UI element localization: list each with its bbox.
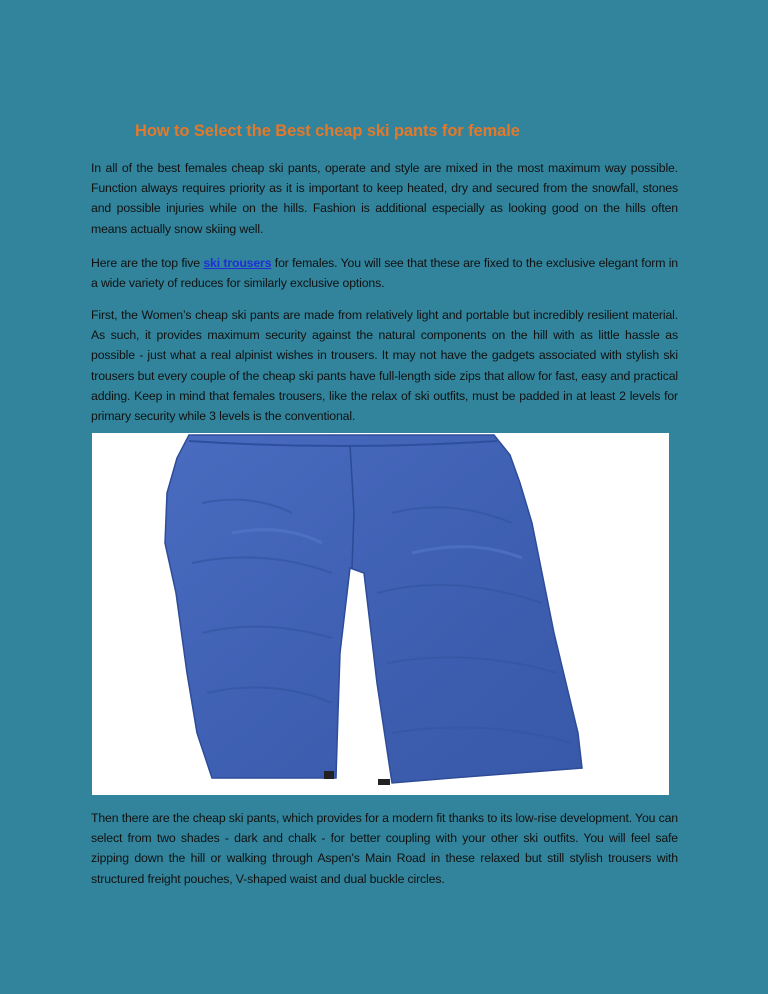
document-title: How to Select the Best cheap ski pants for female (135, 122, 520, 140)
paragraph-top-five (91, 253, 678, 293)
paragraph-text: for females. You will see that these are fixed to the exclusive elegant form in a wide variety of reduces for similarly exclusive options. (91, 256, 678, 291)
toggle-right (378, 779, 390, 785)
paragraph-text: Here are the top five (91, 256, 204, 270)
toggle-left (324, 771, 334, 779)
paragraph-first-product: First, the Women’s cheap ski pants are made from relatively light and portable but incredibly resilient material. As such, it provides maximum security against the natural components on the hill with as little hassle as possible - just what a real alpinist wishes in trousers. It may not have the gadgets associated with stylish ski trousers but every couple of the cheap ski pants have full-length side zips that allow for fast, easy and practical adding. Keep in mind that females trousers, like the relax of ski outfits, must be padded in at least 2 levels for primary security while 3 levels is the conventional. (91, 308, 678, 424)
ski-pants-image (92, 433, 669, 795)
ski-pants-illustration (92, 433, 669, 795)
ski-trousers-link[interactable]: ski trousers (203, 256, 272, 270)
paragraph-intro: In all of the best females cheap ski pants, operate and style are mixed in the most maximum way possible. Function always requires priority as it is important to keep heated, dry and secured from the snowfall, stones and possible injuries while on the hills. Fashion is additional especially as looking good on the hills often means actually snow skiing well. (91, 161, 678, 236)
paragraph-second-product: Then there are the cheap ski pants, which provides for a modern fit thanks to its low-rise development. You can select from two shades - dark and chalk - for better coupling with your other ski outfits. You will feel safe zipping down the hill or walking through Aspen's Main Road in these relaxed but still stylish trousers with structured freight pouches, V-shaped waist and dual buckle circles. (91, 811, 678, 886)
